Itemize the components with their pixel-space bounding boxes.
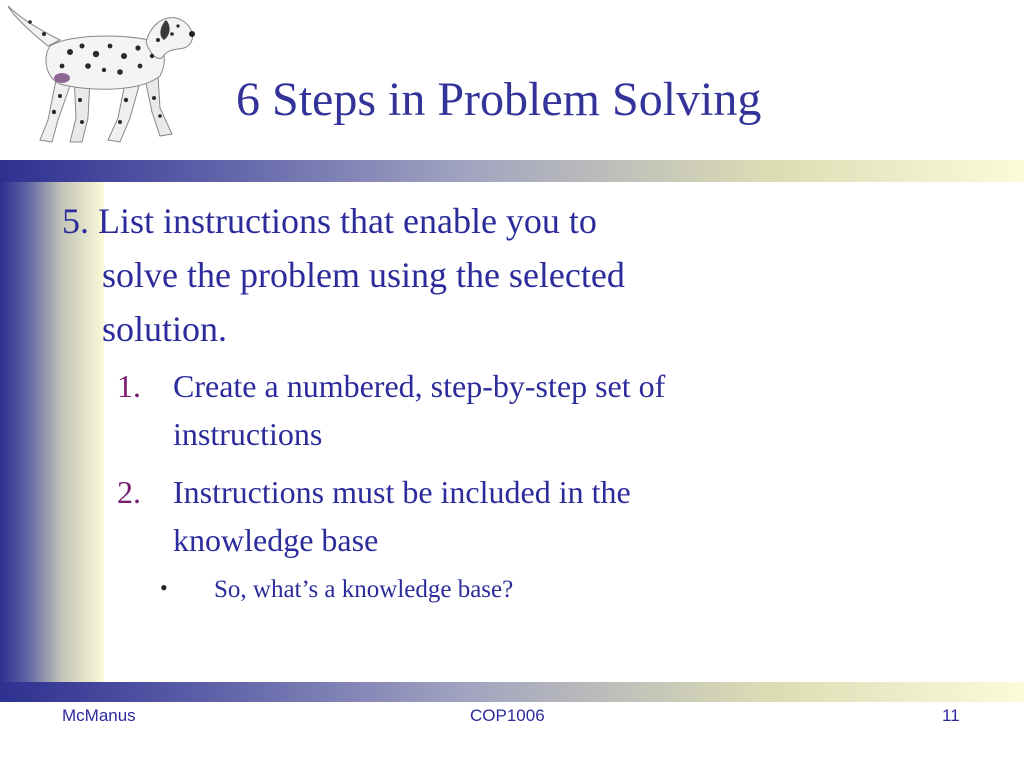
sub-item-number: 2. xyxy=(117,474,141,510)
sub-item-line-1: Instructions must be included in the xyxy=(173,474,631,510)
sub-item-line-2: knowledge base xyxy=(173,522,379,558)
sub-item-number: 1. xyxy=(117,368,141,404)
sub-item-line-1: Create a numbered, step-by-step set of xyxy=(173,368,666,404)
slide-title: 6 Steps in Problem Solving xyxy=(236,73,762,126)
footer-page-number: 11 xyxy=(942,706,960,725)
footer-author: McManus xyxy=(62,706,136,725)
footer-course: COP1006 xyxy=(470,706,545,725)
sub-item-line-2: instructions xyxy=(173,416,323,452)
sub-bullet-text: So, what’s a knowledge base? xyxy=(214,576,514,603)
main-point-line-3: solution. xyxy=(102,309,228,349)
main-point xyxy=(62,194,882,356)
main-point-line-2: solve the problem using the selected xyxy=(102,255,625,295)
sub-bullet xyxy=(160,574,513,606)
sub-item-1 xyxy=(117,362,917,458)
sub-item-2 xyxy=(117,468,917,564)
bullet-icon: • xyxy=(160,575,168,600)
main-point-line-1: 5. List instructions that enable you to xyxy=(62,201,597,241)
